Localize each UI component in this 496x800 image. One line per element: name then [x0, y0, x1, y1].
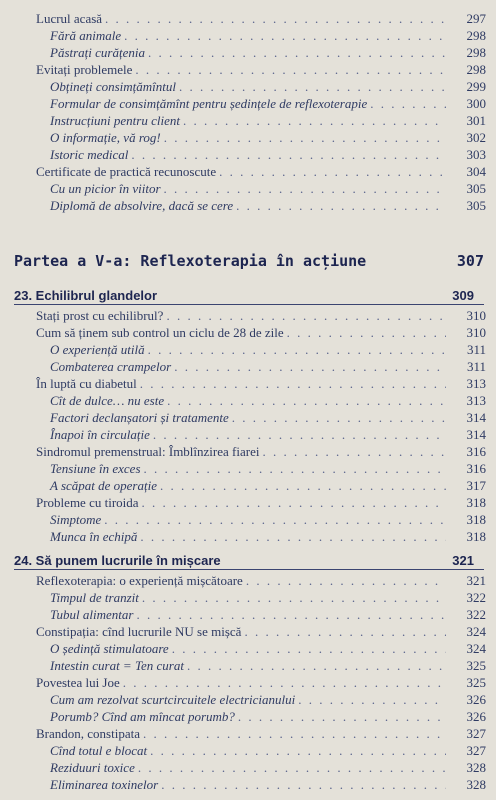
dot-leader — [143, 725, 446, 742]
dot-leader — [105, 10, 446, 27]
toc-entry-page: 314 — [466, 427, 486, 442]
toc-entry-page: 310 — [466, 308, 486, 323]
toc-entry-title: Diplomă de absolvire, dacă se cere — [50, 198, 234, 213]
toc-entry-title: Stați prost cu echilibrul? — [36, 308, 164, 323]
toc-entry-page: 298 — [466, 62, 486, 77]
toc-subentry — [0, 358, 496, 375]
toc-entry-page: 302 — [466, 130, 486, 145]
toc-entry-page: 305 — [466, 181, 486, 196]
toc-entry-title: Probleme cu tiroida — [36, 495, 139, 510]
dot-leader — [166, 307, 446, 324]
toc-subentry — [0, 95, 496, 112]
dot-leader — [246, 572, 446, 589]
toc-entry — [0, 623, 496, 640]
toc-entry-title: Simptome — [50, 512, 102, 527]
toc-entry-page: 325 — [466, 658, 486, 673]
toc-subentry — [0, 742, 496, 759]
toc-entry-title: Povestea lui Joe — [36, 675, 120, 690]
toc-entry — [0, 307, 496, 324]
dot-leader — [187, 657, 446, 674]
dot-leader — [135, 61, 446, 78]
toc-entry-title: Reflexoterapia: o experiență mișcătoare — [36, 573, 243, 588]
toc-subentry — [0, 129, 496, 146]
toc-entry-page: 304 — [466, 164, 486, 179]
dot-leader — [179, 78, 446, 95]
toc-entry-page: 326 — [466, 709, 486, 724]
toc-entry-title: Cînd totul e blocat — [50, 743, 148, 758]
toc-entry-title: Cum am rezolvat scurtcircuitele electricianului — [50, 692, 296, 707]
dot-leader — [124, 27, 446, 44]
toc-entry — [0, 443, 496, 460]
dot-leader — [104, 511, 446, 528]
toc-entry-page: 301 — [466, 113, 486, 128]
dot-leader — [164, 180, 447, 197]
toc-entry-page: 327 — [466, 743, 486, 758]
toc-subentry — [0, 708, 496, 725]
toc-entry-page: 322 — [466, 590, 486, 605]
chapter-23-heading — [14, 288, 484, 303]
toc-entry-title: Certificate de practică recunoscute — [36, 164, 217, 179]
toc-entry-page: 311 — [466, 342, 486, 357]
toc-subentry — [0, 78, 496, 95]
toc-subentry — [0, 528, 496, 545]
toc-entry-title: În luptă cu diabetul — [36, 376, 137, 391]
toc-entry-page: 328 — [466, 777, 486, 792]
toc-entry-page: 298 — [466, 28, 486, 43]
toc-subentry — [0, 511, 496, 528]
toc-entry-title: O informație, vă rog! — [50, 130, 161, 145]
toc-entry-page: 325 — [466, 675, 486, 690]
dot-leader — [172, 640, 446, 657]
toc-entry-page: 299 — [466, 79, 486, 94]
toc-entry — [0, 494, 496, 511]
toc-entry-title: Timpul de tranzit — [50, 590, 139, 605]
toc-entry-page: 305 — [466, 198, 486, 213]
toc-entry-title: Eliminarea toxinelor — [50, 777, 159, 792]
dot-leader — [287, 324, 446, 341]
dot-leader — [236, 197, 446, 214]
toc-entry-page: 318 — [466, 529, 486, 544]
toc-entry-page: 322 — [466, 607, 486, 622]
dot-leader — [219, 163, 446, 180]
toc-section-chapter-24 — [0, 572, 496, 793]
dot-leader — [238, 708, 446, 725]
chapter-23-rule — [14, 304, 484, 305]
toc-entry-title: Instrucțiuni pentru client — [50, 113, 180, 128]
toc-entry-title: O experiență utilă — [50, 342, 145, 357]
toc-entry-title: Cum să ținem sub control un ciclu de 28 de zile — [36, 325, 284, 340]
toc-entry-page: 324 — [466, 641, 486, 656]
toc-entry-title: Factori declanșatori și tratamente — [50, 410, 229, 425]
toc-entry-title: Porumb? Cînd am mîncat porumb? — [50, 709, 235, 724]
chapter-24-page: 321 — [452, 553, 474, 568]
dot-leader — [148, 44, 446, 61]
part-heading — [14, 252, 484, 270]
toc-entry-page: 311 — [466, 359, 486, 374]
toc-entry-title: Reziduuri toxice — [50, 760, 135, 775]
toc-entry-page: 321 — [466, 573, 486, 588]
toc-entry-title: Constipația: cînd lucrurile NU se mișcă — [36, 624, 242, 639]
toc-subentry — [0, 606, 496, 623]
chapter-24-heading — [14, 553, 484, 568]
dot-leader — [232, 409, 446, 426]
toc-entry-title: Tensiune în exces — [50, 461, 141, 476]
dot-leader — [123, 674, 446, 691]
toc-entry-page: 316 — [466, 444, 486, 459]
toc-entry-title: Munca în echipă — [50, 529, 138, 544]
toc-subentry — [0, 589, 496, 606]
chapter-23-title: 23. Echilibrul glandelor — [14, 288, 158, 303]
toc-entry-page: 297 — [466, 11, 486, 26]
toc-entry-page: 310 — [466, 325, 486, 340]
toc-entry — [0, 572, 496, 589]
toc-entry-title: Intestin curat = Ten curat — [50, 658, 184, 673]
toc-entry-title: Istoric medical — [50, 147, 129, 162]
dot-leader — [164, 129, 446, 146]
dot-leader — [167, 392, 446, 409]
dot-leader — [174, 358, 446, 375]
toc-subentry — [0, 180, 496, 197]
toc-entry-title: Formular de consimțămînt pentru ședințele de reflexoterapie — [50, 96, 368, 111]
dot-leader — [144, 460, 447, 477]
toc-entry-page: 318 — [466, 512, 486, 527]
toc-entry-title: Brandon, constipata — [36, 726, 140, 741]
toc-subentry — [0, 44, 496, 61]
toc-section-safety — [0, 10, 496, 214]
dot-leader — [183, 112, 446, 129]
toc-subentry — [0, 460, 496, 477]
toc-entry-page: 328 — [466, 760, 486, 775]
toc-subentry — [0, 776, 496, 793]
toc-entry-page: 313 — [466, 393, 486, 408]
dot-leader — [138, 759, 446, 776]
toc-entry-page: 298 — [466, 45, 486, 60]
toc-subentry — [0, 477, 496, 494]
toc-entry-title: Evitați problemele — [36, 62, 133, 77]
toc-entry-title: Cu un picior în viitor — [50, 181, 161, 196]
toc-entry — [0, 375, 496, 392]
toc-entry — [0, 61, 496, 78]
toc-entry-title: Cît de dulce… nu este — [50, 393, 165, 408]
toc-entry-title: Lucrul acasă — [36, 11, 103, 26]
toc-entry-page: 317 — [466, 478, 486, 493]
dot-leader — [131, 146, 446, 163]
toc-entry-title: O ședință stimulatoare — [50, 641, 169, 656]
toc-entry-title: Fără animale — [50, 28, 122, 43]
toc-entry-page: 327 — [466, 726, 486, 741]
toc-entry-title: Combaterea crampelor — [50, 359, 172, 374]
dot-leader — [136, 606, 446, 623]
dot-leader — [150, 742, 446, 759]
toc-subentry — [0, 640, 496, 657]
toc-entry-title: Păstrați curățenia — [50, 45, 145, 60]
chapter-23-page: 309 — [452, 288, 474, 303]
toc-entry — [0, 10, 496, 27]
chapter-24-title: 24. Să punem lucrurile în mișcare — [14, 553, 221, 568]
toc-subentry — [0, 759, 496, 776]
toc-subentry — [0, 146, 496, 163]
toc-subentry — [0, 392, 496, 409]
toc-subentry — [0, 27, 496, 44]
toc-subentry — [0, 691, 496, 708]
dot-leader — [153, 426, 446, 443]
toc-section-chapter-23 — [0, 307, 496, 545]
toc-entry-page: 324 — [466, 624, 486, 639]
dot-leader — [148, 341, 446, 358]
toc-subentry — [0, 409, 496, 426]
toc-entry — [0, 674, 496, 691]
toc-subentry — [0, 657, 496, 674]
dot-leader — [262, 443, 446, 460]
toc-entry-page: 303 — [466, 147, 486, 162]
dot-leader — [161, 776, 446, 793]
toc-entry-title: Tubul alimentar — [50, 607, 134, 622]
toc-entry-page: 316 — [466, 461, 486, 476]
dot-leader — [140, 375, 446, 392]
toc-entry-title: Obțineți consimțămîntul — [50, 79, 177, 94]
toc-entry — [0, 163, 496, 180]
toc-entry-page: 314 — [466, 410, 486, 425]
toc-subentry — [0, 112, 496, 129]
toc-entry — [0, 324, 496, 341]
toc-entry — [0, 725, 496, 742]
toc-subentry — [0, 341, 496, 358]
dot-leader — [298, 691, 446, 708]
chapter-24-rule — [14, 569, 484, 570]
toc-entry-title: Sindromul premenstrual: Îmblînzirea fiarei — [36, 444, 260, 459]
toc-entry-title: A scăpat de operație — [50, 478, 157, 493]
toc-entry-page: 313 — [466, 376, 486, 391]
part-title: Partea a V-a: Reflexoterapia în acțiune — [14, 252, 367, 270]
dot-leader — [244, 623, 446, 640]
toc-entry-page: 300 — [466, 96, 486, 111]
toc-subentry — [0, 197, 496, 214]
toc-entry-page: 318 — [466, 495, 486, 510]
dot-leader — [160, 477, 446, 494]
dot-leader — [142, 494, 446, 511]
dot-leader — [370, 95, 446, 112]
toc-subentry — [0, 426, 496, 443]
toc-entry-page: 326 — [466, 692, 486, 707]
part-page: 307 — [456, 252, 484, 270]
toc-entry-title: Înapoi în circulație — [50, 427, 150, 442]
dot-leader — [140, 528, 446, 545]
dot-leader — [142, 589, 446, 606]
